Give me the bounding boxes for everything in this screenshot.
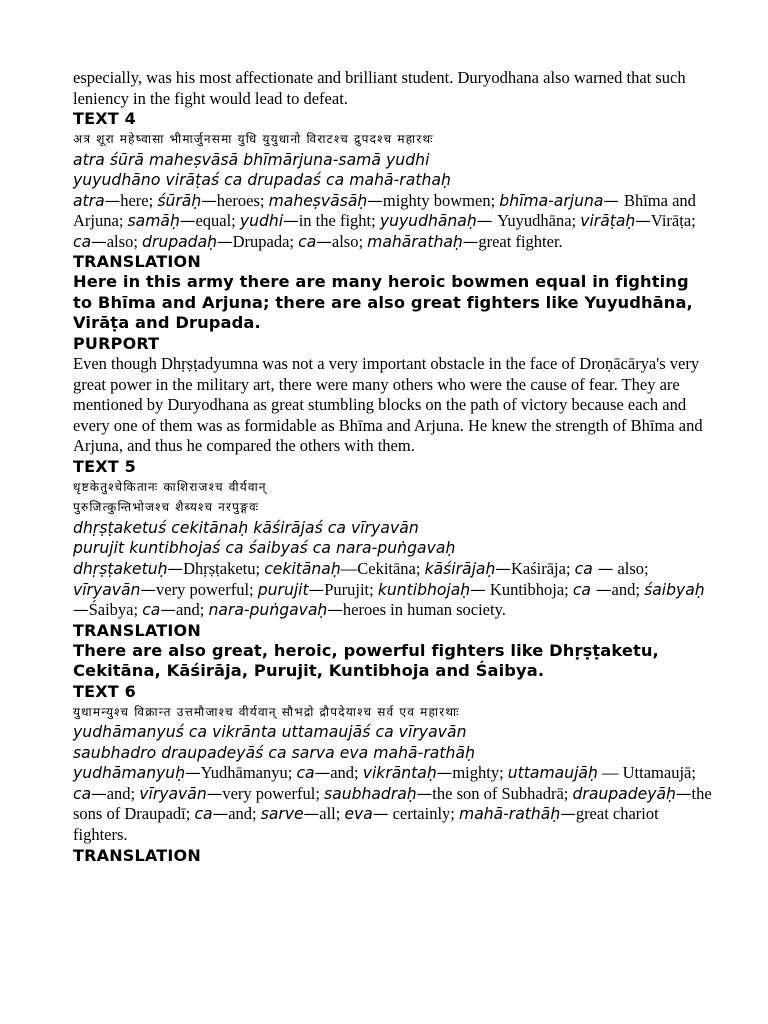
synonym-meaning: great chariot fighters. <box>73 804 659 844</box>
synonym-meaning: Purujit; <box>324 579 378 599</box>
synonym-word: yudhāmanyuḥ— <box>73 764 201 783</box>
text-4-translation: Here in this army there are many heroic bowmen equal in fighting to Bhīma and Arjuna; there are also great fighters like Yuyudhāna, Virāṭa and Drupada. <box>73 272 693 333</box>
synonym-word: śaibyaḥ— <box>73 580 705 620</box>
text-6-verse-line-1: yudhāmanyuś ca vikrānta uttamaujāś ca vīryavān <box>73 723 467 742</box>
text-6-translation-heading: TRANSLATION <box>73 845 201 865</box>
text-4-purport-heading: PURPORT <box>73 333 160 353</box>
synonym-meaning: Drupada; <box>232 231 299 251</box>
synonym-word: vikrāntaḥ— <box>362 764 453 783</box>
synonym-meaning: Kuntibhoja; <box>485 579 573 599</box>
synonym-word: yuyudhānaḥ— <box>379 212 498 231</box>
synonym-meaning: and; <box>228 804 261 824</box>
synonym-word: kuntibhojaḥ— <box>377 580 486 599</box>
synonym-meaning: and; <box>175 600 209 620</box>
synonym-meaning: and; <box>106 783 140 803</box>
synonym-word: bhīma-arjuna— <box>499 191 624 210</box>
synonym-word: sarve— <box>260 805 320 824</box>
text-6-heading: TEXT 6 <box>73 681 136 701</box>
synonym-word: dhṛṣṭaketuḥ— <box>73 559 184 578</box>
text-5-devanagari-line-1: धृष्टकेतुश्चेकितानः काशिराजश्च वीर्यवान् <box>73 479 267 494</box>
synonym-meaning: and; <box>611 579 645 599</box>
text-6-verse-line-2: saubhadro draupadeyāś ca sarva eva mahā-rathāḥ <box>73 743 476 762</box>
synonym-meaning: in the fight; <box>298 211 380 231</box>
synonym-meaning: — Uttamaujā; <box>597 763 696 783</box>
text-5-verse-line-2: purujit kuntibhojaś ca śaibyaś ca nara-puṅgavaḥ <box>73 539 456 558</box>
document-page <box>73 68 713 866</box>
synonym-meaning: great fighter. <box>478 231 563 251</box>
text-5-verse-line-1: dhṛṣṭaketuś cekitānaḥ kāśirājaś ca vīryavān <box>73 518 419 537</box>
synonym-word: saubhadraḥ— <box>324 784 433 803</box>
synonym-meaning: and; <box>330 763 363 783</box>
synonym-word: purujit— <box>257 580 325 599</box>
synonym-word: yudhi— <box>239 212 299 231</box>
synonym-word: virāṭaḥ— <box>580 212 651 231</box>
synonym-meaning: Kaśirāja; <box>510 558 575 578</box>
text-5-synonyms <box>73 559 713 621</box>
text-4-verse-line-1: atra śūrā maheṣvāsā bhīmārjuna-samā yudhi <box>73 150 430 169</box>
synonym-meaning: Dhṛṣṭaketu; <box>183 558 265 578</box>
synonym-meaning: Yudhāmanyu; <box>200 763 297 783</box>
text-4-verse-line-2: yuyudhāno virāṭaś ca drupadaś ca mahā-rathaḥ <box>73 171 451 190</box>
synonym-word: ca— <box>142 601 176 620</box>
text-4-purport: Even though Dhṛṣṭadyumna was not a very important obstacle in the face of Droṇācārya's very great power in the military art, there were many others who were the cause of fear. They are mentioned by Duryodhana as great stumbling blocks on the path of victory because each and every one of them was as formidable as Bhīma and Arjuna. He knew the strength of Bhīma and Arjuna, and thus he compared the others with them. <box>73 353 703 456</box>
text-5-devanagari-line-2: पुरुजित्कुन्तिभोजश्च शैब्यश्च नरपुङ्गवः <box>73 500 260 515</box>
synonym-meaning: mighty; <box>452 763 508 783</box>
synonym-word: ca — <box>572 580 612 599</box>
text-6-synonyms <box>73 763 713 845</box>
synonym-meaning: very powerful; <box>156 579 258 599</box>
synonym-word: cekitānaḥ <box>264 559 341 578</box>
synonym-word: ca— <box>194 805 229 824</box>
synonym-word: mahārathaḥ— <box>367 232 479 251</box>
synonym-word: samāḥ— <box>127 212 196 231</box>
synonym-meaning: Virāṭa; <box>650 211 696 231</box>
synonym-meaning: also; <box>613 558 649 578</box>
synonym-word: vīryavān— <box>73 580 157 599</box>
synonym-meaning: heroes; <box>216 190 269 210</box>
synonym-meaning: the son of Subhadrā; <box>432 783 573 803</box>
synonym-meaning: very powerful; <box>222 783 325 803</box>
synonym-word: uttamaujāḥ <box>507 764 598 783</box>
synonym-word: kāśirājaḥ— <box>424 559 511 578</box>
text-4-synonyms <box>73 191 713 253</box>
text-4-heading: TEXT 4 <box>73 109 136 129</box>
synonym-meaning: certainly; <box>388 804 459 824</box>
synonym-meaning: the sons of Draupadī; <box>73 783 712 824</box>
synonym-word: śūrāḥ— <box>157 191 217 210</box>
synonym-word: ca— <box>298 232 332 251</box>
synonym-word: ca— <box>296 764 331 783</box>
synonym-meaning: mighty bowmen; <box>382 190 500 210</box>
synonym-meaning: also; <box>106 231 143 251</box>
synonym-word: nara-puṅgavaḥ— <box>208 601 343 620</box>
synonym-word: atra— <box>73 191 121 210</box>
synonym-word: ca— <box>73 232 107 251</box>
synonym-meaning: Yuyudhāna; <box>497 211 581 231</box>
synonym-meaning: here; <box>120 190 158 210</box>
intro-paragraph: especially, was his most affectionate and brilliant student. Duryodhana also warned that such leniency in the fight would lead to defeat. <box>73 68 686 108</box>
text-5-translation-heading: TRANSLATION <box>73 620 201 640</box>
synonym-meaning: all; <box>319 804 345 824</box>
synonym-word: eva— <box>344 805 389 824</box>
text-6-devanagari: युधामन्युश्च विक्रान्त उत्तमौजाश्च वीर्यवान् सौभद्रो द्रौपदेयाश्च सर्व एव महारथाः <box>73 704 460 719</box>
text-4-devanagari: अत्र शूरा महेष्वासा भीमार्जुनसमा युधि युयुधानो विराटश्च द्रुपदश्च महारथः <box>73 132 434 147</box>
synonym-word: ca — <box>574 559 614 578</box>
synonym-meaning: Śaibya; <box>88 600 143 620</box>
synonym-word: mahā-rathāḥ— <box>459 805 576 824</box>
text-4-translation-heading: TRANSLATION <box>73 252 201 272</box>
synonym-word: ca— <box>73 784 107 803</box>
synonym-word: drupadaḥ— <box>142 232 233 251</box>
synonym-meaning: also; <box>331 231 368 251</box>
synonym-word: vīryavān— <box>139 784 223 803</box>
text-5-translation: There are also great, heroic, powerful fighters like Dhṛṣṭaketu, Cekitāna, Kāśirāja, Purujit, Kuntibhoja and Śaibya. <box>73 640 659 681</box>
synonym-meaning: equal; <box>195 211 240 231</box>
synonym-word: maheṣvāsāḥ— <box>268 191 383 210</box>
synonym-meaning: —Cekitāna; <box>340 558 425 578</box>
synonym-meaning: heroes in human society. <box>342 600 506 620</box>
synonym-word: draupadeyāḥ— <box>572 784 692 803</box>
text-5-heading: TEXT 5 <box>73 456 136 476</box>
synonym-meaning: Bhīma and Arjuna; <box>73 190 696 231</box>
